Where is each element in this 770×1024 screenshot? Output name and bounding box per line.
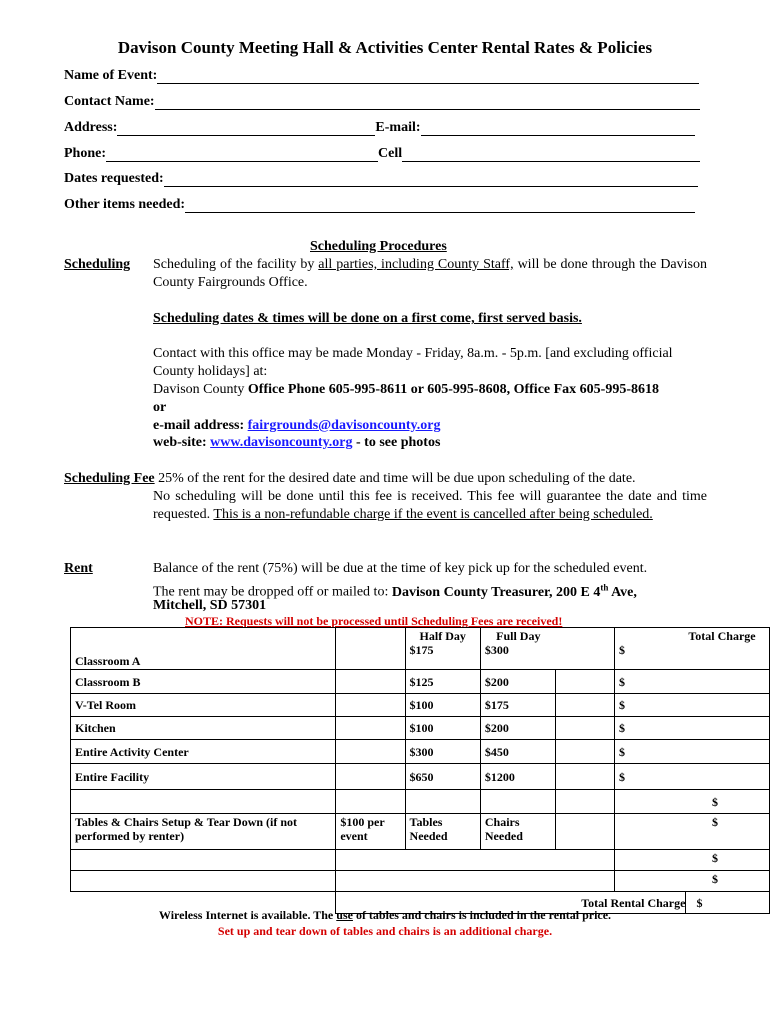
full-day-price: $450 xyxy=(480,740,555,764)
blank-total-text: $ xyxy=(712,794,719,809)
or-text: or xyxy=(153,400,167,415)
cell-label: Cell xyxy=(378,146,403,161)
table-row xyxy=(71,717,770,740)
room-cell: V-Tel Room xyxy=(71,694,336,717)
office-contact-line xyxy=(153,381,713,399)
contact-hours-text: Contact with this office may be made Monday - Friday, 8a.m. - 5p.m. [and excluding official County holidays] at: xyxy=(153,346,673,379)
office-prefix: Davison County xyxy=(153,382,248,397)
rent-mail-text: The rent may be dropped off or mailed to: xyxy=(153,584,392,600)
blank-cell xyxy=(336,740,405,764)
half-day-price: $175 xyxy=(409,643,434,657)
phone-label: Phone: xyxy=(64,146,106,161)
room-cell: Classroom A xyxy=(71,628,336,670)
scheduling-fee-details xyxy=(153,488,707,524)
half-day-price: $100 xyxy=(405,694,480,717)
blank-cell xyxy=(336,764,405,790)
scheduling-procedures-heading: Scheduling Procedures xyxy=(310,239,447,254)
half-day-header: Half Day xyxy=(419,629,466,643)
blank-cell xyxy=(556,717,615,740)
phone-line[interactable] xyxy=(106,147,378,162)
treasurer-sup: th xyxy=(600,582,609,592)
table-row xyxy=(71,850,770,871)
blank-cell xyxy=(71,850,336,871)
wireless-text-end: of tables and chairs is included in the rental price. xyxy=(352,908,612,922)
table-row xyxy=(71,628,770,670)
rental-rates-table xyxy=(70,627,770,914)
full-day-header: Full Day xyxy=(496,629,541,643)
table-row xyxy=(71,871,770,892)
blank-cell xyxy=(336,790,405,814)
full-day-price: $300 xyxy=(484,643,509,657)
email-line[interactable] xyxy=(421,121,695,136)
setup-note: Set up and tear down of tables and chairs is an additional charge. xyxy=(217,924,553,938)
treasurer-ave: Ave, xyxy=(608,584,637,600)
scheduling-fee-label: Scheduling Fee xyxy=(64,471,155,486)
name-of-event-label: Name of Event: xyxy=(64,68,158,83)
blank-cell xyxy=(336,850,615,871)
scheduling-text-start: Scheduling of the facility by xyxy=(153,257,319,272)
other-items-line[interactable] xyxy=(185,198,695,213)
scheduling-text xyxy=(153,256,707,292)
tables-chairs-row xyxy=(71,814,770,850)
email-contact-label: e-mail address: xyxy=(153,418,248,433)
address-label: Address: xyxy=(64,120,118,135)
rent-city: Mitchell, SD 57301 xyxy=(153,598,267,613)
full-day-cell xyxy=(480,628,555,670)
treasurer-text: Davison County Treasurer, 200 E 4 xyxy=(391,584,601,600)
total-charge-value[interactable]: $ xyxy=(615,740,770,764)
extra-total-value[interactable]: $ xyxy=(615,871,770,892)
website-suffix: - to see photos xyxy=(352,435,441,450)
rent-label: Rent xyxy=(64,561,93,576)
half-day-cell xyxy=(405,628,480,670)
rent-note: NOTE: Requests will not be processed until Scheduling Fees are received! xyxy=(185,614,563,628)
table-row xyxy=(71,740,770,764)
half-day-price: $300 xyxy=(405,740,480,764)
website-link[interactable]: www.davisoncounty.org xyxy=(210,435,353,450)
tables-chairs-label: Tables & Chairs Setup & Tear Down (if not performed by renter) xyxy=(71,814,336,850)
full-day-price: $200 xyxy=(480,717,555,740)
page-title: Davison County Meeting Hall & Activities Center Rental Rates & Policies xyxy=(117,38,653,57)
blank-cell xyxy=(336,717,405,740)
total-rental-label: Total Rental Charge xyxy=(336,892,686,914)
blank-cell xyxy=(71,790,336,814)
blank-cell xyxy=(556,670,615,694)
first-come-notice: Scheduling dates & times will be done on a first come, first served basis. xyxy=(153,311,582,326)
blank-cell xyxy=(556,814,615,850)
table-row xyxy=(71,694,770,717)
scheduling-fee-text: 25% of the rent for the desired date and time will be due upon scheduling of the date. xyxy=(154,471,636,486)
other-items-label: Other items needed: xyxy=(64,197,186,212)
wireless-use: use xyxy=(336,908,353,922)
table-row xyxy=(71,790,770,814)
full-day-price: $200 xyxy=(480,670,555,694)
total-rental-value[interactable]: $ xyxy=(686,892,770,914)
contact-name-field xyxy=(64,90,700,110)
total-charge-header: Total Charge xyxy=(688,629,756,643)
non-refundable-notice: This is a non-refundable charge if the event is cancelled after being scheduled. xyxy=(213,507,653,522)
blank-cell xyxy=(336,694,405,717)
other-items-field xyxy=(64,193,695,213)
treasurer-address xyxy=(391,582,637,600)
address-line[interactable] xyxy=(117,121,375,136)
dates-requested-line[interactable] xyxy=(164,172,698,187)
blank-cell xyxy=(336,628,405,670)
total-charge-value[interactable]: $ xyxy=(615,717,770,740)
tables-chairs-price: $100 per event xyxy=(336,814,405,850)
room-cell: Kitchen xyxy=(71,717,336,740)
wireless-text: Wireless Internet is available. The xyxy=(158,908,337,922)
website-label: web-site: xyxy=(153,435,211,450)
blank-cell xyxy=(556,628,615,670)
total-charge-value[interactable]: $ xyxy=(615,764,770,790)
blank-cell xyxy=(336,871,615,892)
room-cell: Classroom B xyxy=(71,670,336,694)
blank-cell xyxy=(556,790,615,814)
blank-cell xyxy=(556,740,615,764)
total-charge-cell xyxy=(615,628,770,670)
room-cell: Entire Activity Center xyxy=(71,740,336,764)
cell-line[interactable] xyxy=(402,147,700,162)
website-line xyxy=(153,434,440,452)
extra-total-value[interactable]: $ xyxy=(615,850,770,871)
tables-needed-cell[interactable]: Tables Needed xyxy=(405,814,480,850)
blank-cell xyxy=(480,790,555,814)
scheduling-label: Scheduling xyxy=(64,257,131,272)
total-charge-value[interactable]: $ xyxy=(615,670,770,694)
dates-requested-label: Dates requested: xyxy=(64,171,164,186)
half-day-price: $125 xyxy=(405,670,480,694)
phone-cell-field xyxy=(64,142,700,162)
rent-line1: Balance of the rent (75%) will be due at the time of key pick up for the scheduled event. xyxy=(153,561,648,576)
email-link[interactable]: fairgrounds@davisoncounty.org xyxy=(247,418,441,433)
scheduling-text-underlined: all parties, including County Staff, xyxy=(318,257,514,272)
blank-cell xyxy=(336,670,405,694)
address-email-field xyxy=(64,116,695,136)
scheduling-fee-text2: No scheduling will be done until this fee is received. This fee will guarantee the date and time requested. xyxy=(153,489,707,522)
room-cell: Entire Facility xyxy=(71,764,336,790)
name-of-event-field xyxy=(64,64,699,84)
half-day-price: $650 xyxy=(405,764,480,790)
scheduling-fee-line xyxy=(64,470,636,488)
total-charge-value[interactable]: $ xyxy=(615,694,770,717)
full-day-price: $175 xyxy=(480,694,555,717)
total-charge-value[interactable]: $ xyxy=(619,643,626,657)
table-row xyxy=(71,670,770,694)
table-row xyxy=(71,764,770,790)
tables-chairs-total[interactable]: $ xyxy=(615,814,770,850)
full-day-price: $1200 xyxy=(480,764,555,790)
blank-total-value[interactable] xyxy=(615,790,770,814)
chairs-needed-cell[interactable]: Chairs Needed xyxy=(480,814,555,850)
office-phones: Office Phone 605-995-8611 or 605-995-8608, Office Fax 605-995-8618 xyxy=(247,382,660,397)
blank-cell xyxy=(556,764,615,790)
name-of-event-line[interactable] xyxy=(157,69,699,84)
dates-requested-field xyxy=(64,167,698,187)
contact-name-line[interactable] xyxy=(155,95,700,110)
half-day-price: $100 xyxy=(405,717,480,740)
scheduling-text-end: will be done through the Davison County Fairgrounds Office. xyxy=(153,257,707,290)
blank-cell xyxy=(556,694,615,717)
blank-cell xyxy=(405,790,480,814)
blank-cell xyxy=(71,871,336,892)
email-contact-line xyxy=(153,417,440,435)
email-label: E-mail: xyxy=(375,120,421,135)
contact-name-label: Contact Name: xyxy=(64,94,155,109)
